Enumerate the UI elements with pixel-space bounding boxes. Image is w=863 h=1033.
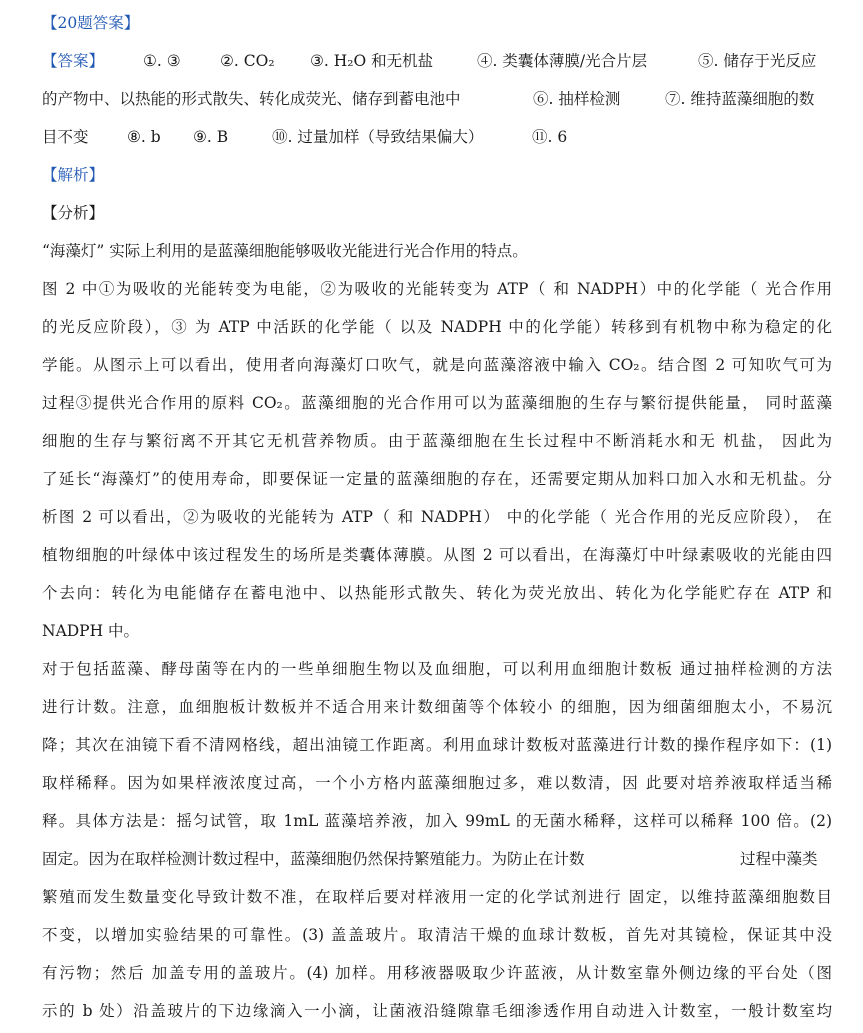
body-line: 对于包括蓝藻、酵母菌等在内的一些单细胞生物以及血细胞，可以利用血细胞计数板 通过抽样检测的方法 — [42, 660, 832, 678]
answer-row-3 — [42, 122, 832, 152]
answer-item-11: ⑪. 6 — [532, 128, 568, 146]
body-line: 取样稀释。因为如果样液浓度过高，一个小方格内蓝藻细胞过多，难以数清，因 此要对培养液取样适当稀 — [42, 774, 832, 792]
answer-item-5-cont: 的产物中、以热能的形式散失、转化成荧光、储存到蓄电池中 — [42, 90, 461, 108]
body-line: 学能。从图示上可以看出，使用者向海藻灯口吹气，就是向蓝藻溶液中输入 CO₂。结合图 2 可知吹气可为 — [42, 356, 832, 374]
body-line: 进行计数。注意，血细胞板计数板并不适合用来计数细菌等个体较小 的细胞，因为细菌细胞太小，不易沉 — [42, 698, 832, 716]
body-line: 植物细胞的叶绿体中该过程发生的场所是类囊体薄膜。从图 2 可以看出，在海藻灯中叶绿素吸收的光能由四 — [42, 546, 832, 564]
body-line-split — [42, 844, 832, 874]
body-line: 示的 b 处）沿盖玻片的下边缘滴入一小滴，让菌液沿缝隙靠毛细渗透作用自动进入计数室，一般计数室均 — [42, 1002, 832, 1020]
body-line: 析图 2 可以看出，②为吸收的光能转为 ATP（ 和 NADPH） 中的化学能（ 光合作用的光反应阶段）， 在 — [42, 508, 832, 526]
answer-item-6: ⑥. 抽样检测 — [533, 90, 621, 108]
body-line-head: 固定。因为在取样检测计数过程中，蓝藻细胞仍然保持繁殖能力。为防止在计数 — [42, 850, 585, 868]
body-line: 释。具体方法是：摇匀试管，取 1mL 蓝藻培养液，加入 99mL 的无菌水稀释，这样可以稀释 100 倍。(2) — [42, 812, 832, 830]
body-line: 个去向：转化为电能储存在蓄电池中、以热能形式散失、转化为荧光放出、转化为化学能贮存在 ATP 和 — [42, 584, 832, 602]
answer-item-2: ②. CO₂ — [220, 52, 275, 70]
answer-item-8: ⑧. b — [127, 128, 161, 146]
body-line: 不变，以增加实验结果的可靠性。(3) 盖盖玻片。取清洁干燥的血球计数板，首先对其镜检，保证其中没 — [42, 926, 832, 944]
answer-item-7: ⑦. 维持蓝藻细胞的数 — [665, 90, 815, 108]
body-line: “海藻灯” 实际上利用的是蓝藻细胞能够吸收光能进行光合作用的特点。 — [42, 242, 528, 260]
subanalysis-label: 【分析】 — [42, 204, 105, 222]
answer-item-3: ③. H₂O 和无机盐 — [310, 52, 434, 70]
answer-row-2 — [42, 84, 832, 114]
body-line: 细胞的生存与繁衍离不开其它无机营养物质。由于蓝藻细胞在生长过程中不断消耗水和无 机盐， 因此为 — [42, 432, 832, 450]
answer-label: 【答案】 — [42, 52, 105, 70]
body-line: NADPH 中。 — [42, 622, 140, 640]
analysis-label: 【解析】 — [42, 166, 105, 184]
body-line-tail: 过程中藻类 — [740, 850, 818, 868]
answer-item-10: ⑩. 过量加样（导致结果偏大） — [272, 128, 484, 146]
body-line: 了延长“海藻灯”的使用寿命，即要保证一定量的蓝藻细胞的存在，还需要定期从加料口加入水和无机盐。分 — [42, 470, 832, 488]
section-heading: 【20题答案】 — [42, 14, 140, 32]
answer-item-1: ①. ③ — [143, 52, 181, 70]
body-line: 降；其次在油镜下看不清网格线，超出油镜工作距离。利用血球计数板对蓝藻进行计数的操作程序如下：(1) — [42, 736, 832, 754]
body-line: 图 2 中①为吸收的光能转变为电能，②为吸收的光能转变为 ATP（ 和 NADPH）中的化学能（ 光合作用 — [42, 280, 832, 298]
body-line: 繁殖而发生数量变化导致计数不准，在取样后要对样液用一定的化学试剂进行 固定，以维持蓝藻细胞数目 — [42, 888, 832, 906]
answer-item-5: ⑤. 储存于光反应 — [698, 52, 817, 70]
answer-row-1 — [42, 46, 832, 76]
answer-item-4: ④. 类囊体薄膜/光合片层 — [477, 52, 648, 70]
answer-item-7-cont: 目不变 — [42, 128, 89, 146]
body-line: 过程③提供光合作用的原料 CO₂。蓝藻细胞的光合作用可以为蓝藻细胞的生存与繁衍提供能量， 同时蓝藻 — [42, 394, 832, 412]
body-line: 有污物；然后 加盖专用的盖玻片。(4) 加样。用移液器吸取少许蓝液，从计数室靠外侧边缘的平台处（图 — [42, 964, 832, 982]
answer-item-9: ⑨. B — [193, 128, 229, 146]
body-line: 的光反应阶段），③ 为 ATP 中活跃的化学能（ 以及 NADPH 中的化学能）转移到有机物中称为稳定的化 — [42, 318, 832, 336]
